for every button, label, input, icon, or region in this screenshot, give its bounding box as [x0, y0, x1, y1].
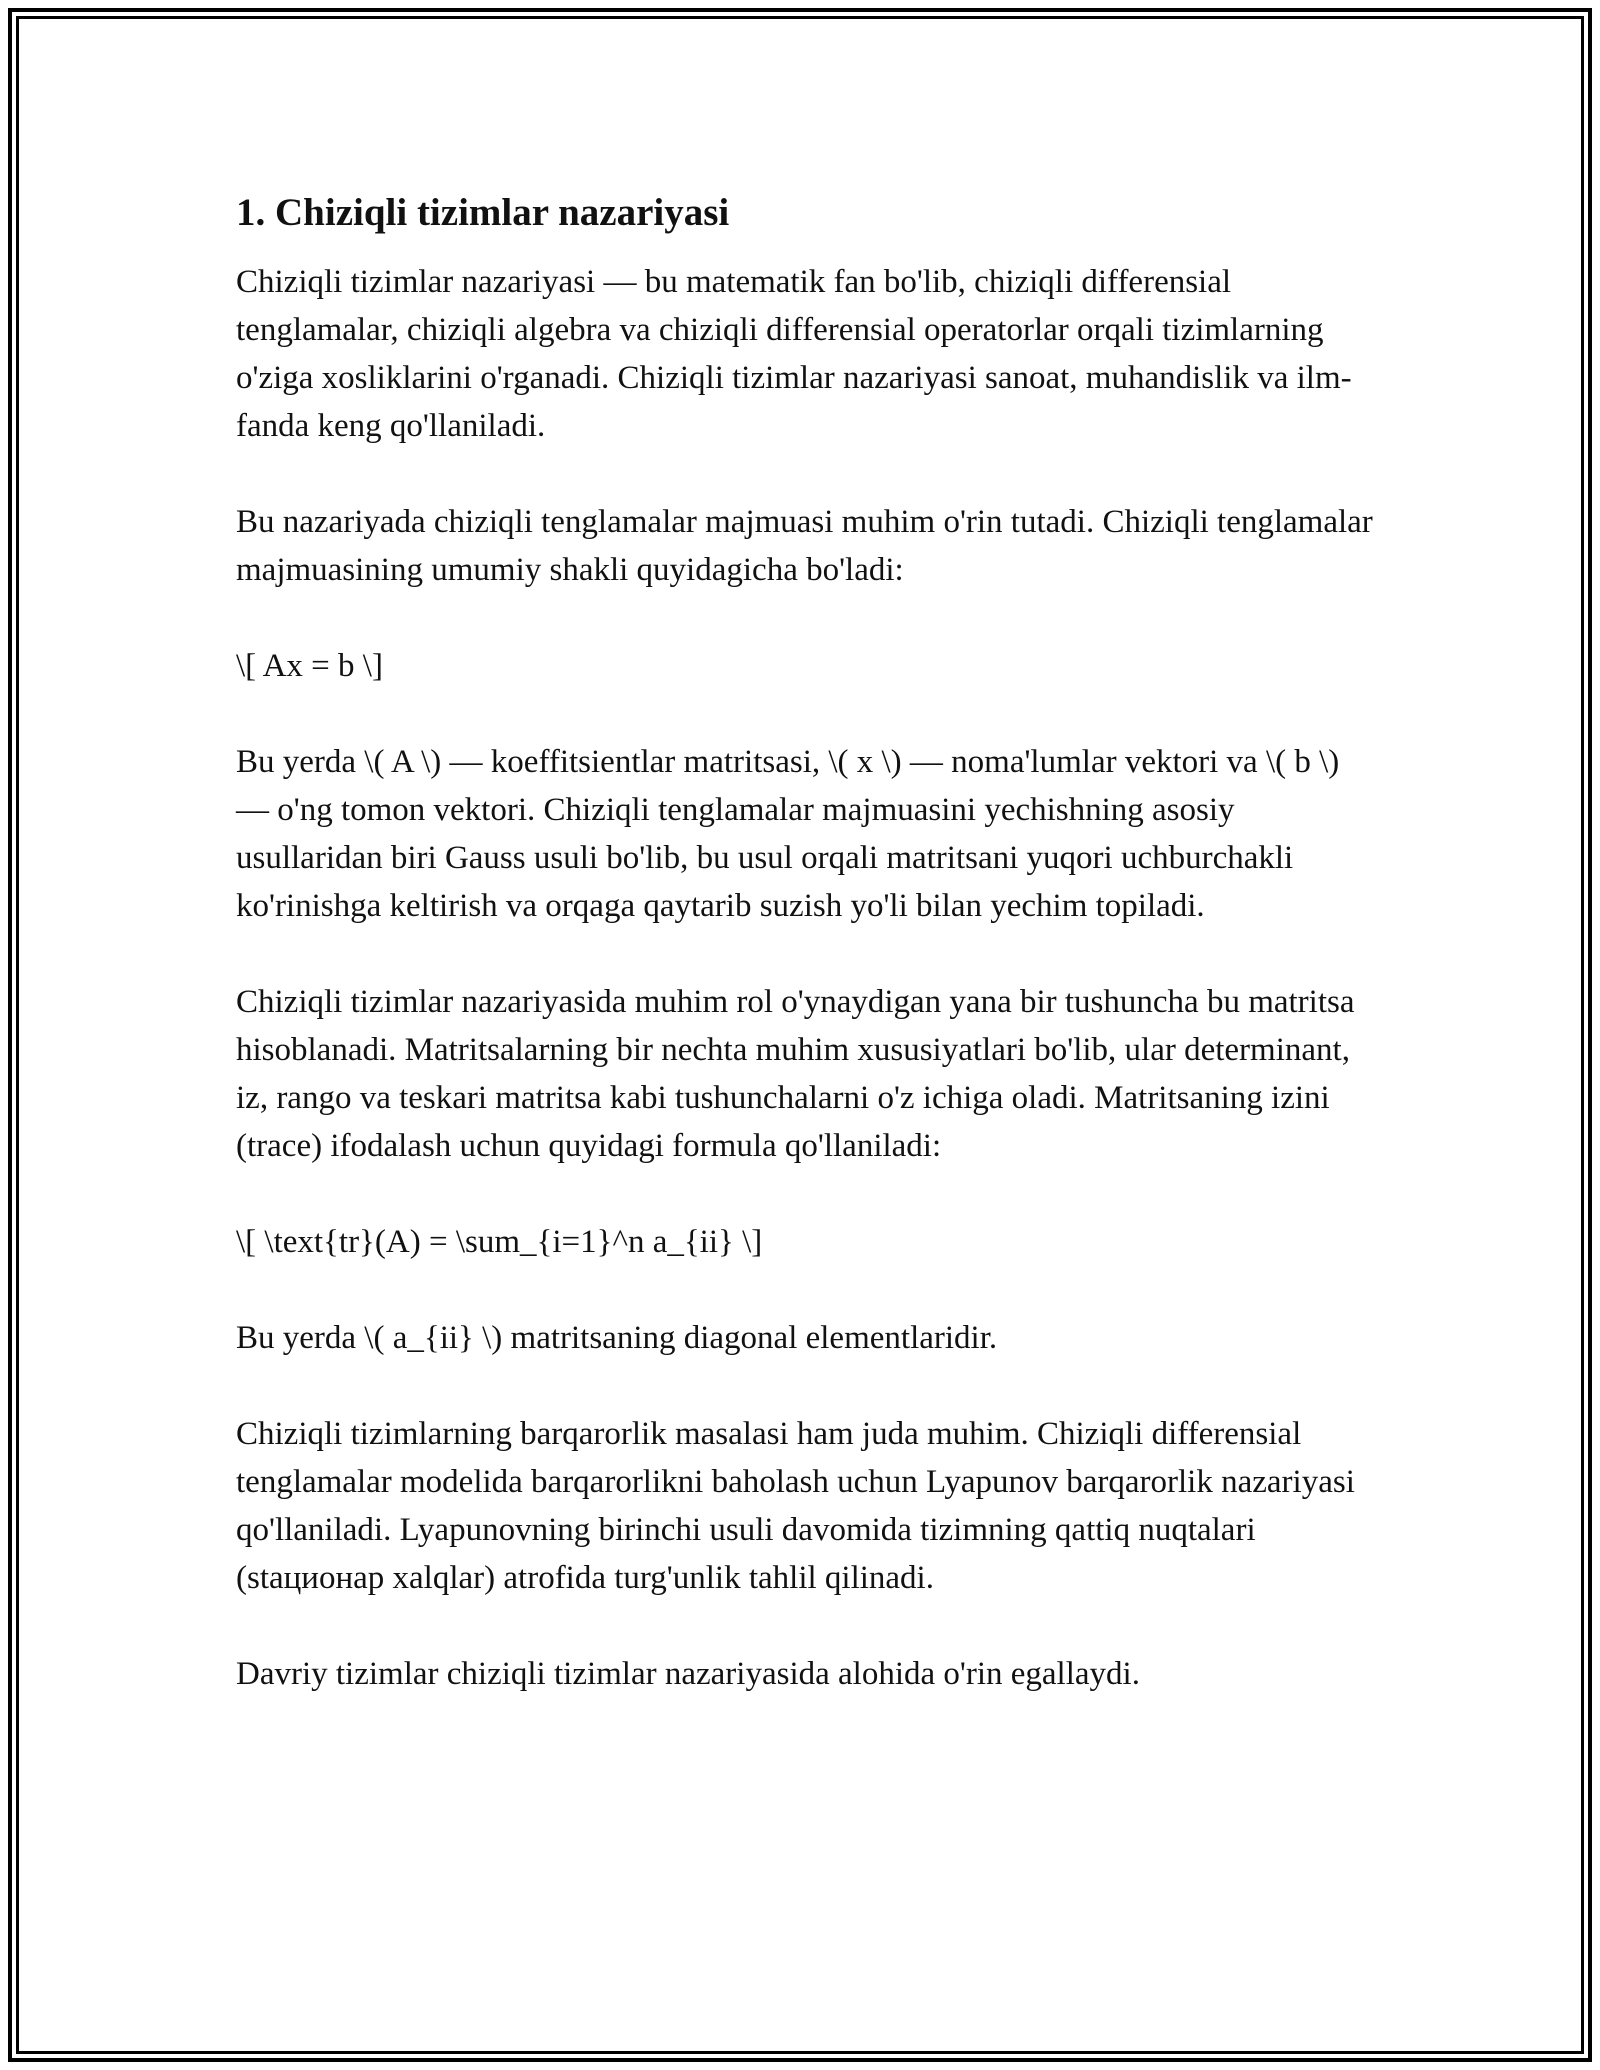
formula-trace: \[ \text{tr}(A) = \sum_{i=1}^n a_{ii} \]	[236, 1224, 763, 1260]
document-body	[236, 186, 1376, 1746]
diagonal-elements-paragraph: Bu yerda \( a_{ii} \) matritsaning diagonal elementlaridir.	[236, 1320, 998, 1356]
stability-paragraph: Chiziqli tizimlarning barqarorlik masalasi ham juda muhim. Chiziqli differensial tenglamalar modelida barqarorlikni baholash uchun Lyapunov barqarorlik nazariyasi qo'llaniladi. Lyapunovning birinchi usuli davomida tizimning qattiq nuqtalari (stационар xalqlar) atrofida turg'unlik tahlil qilinadi.	[236, 1416, 1355, 1596]
periodic-systems-paragraph: Davriy tizimlar chiziqli tizimlar nazariyasida alohida o'rin egallaydi.	[236, 1656, 1140, 1692]
section-heading: 1. Chiziqli tizimlar nazariyasi	[236, 191, 730, 234]
gauss-method-paragraph: Bu yerda \( A \) — koeffitsientlar matritsasi, \( x \) — noma'lumlar vektori va \( b \) — o'ng tomon vektori. Chiziqli tenglamalar majmuasini yechishning asosiy usullaridan biri Gauss usuli bo'lib, bu usul orqali matritsani yuqori uchburchakli ko'rinishga keltirish va orqaga qaytarib suzish yo'li bilan yechim topiladi.	[236, 744, 1340, 924]
matrix-properties-paragraph: Chiziqli tizimlar nazariyasida muhim rol o'ynaydigan yana bir tushuncha bu matritsa hisoblanadi. Matritsalarning bir nechta muhim xususiyatlari bo'lib, ular determinant, iz, rango va teskari matritsa kabi tushunchalarni o'z ichiga oladi. Matritsaning izini (trace) ifodalash uchun quyidagi formula qo'llaniladi:	[236, 984, 1355, 1164]
intro-paragraph: Chiziqli tizimlar nazariyasi — bu matematik fan bo'lib, chiziqli differensial tenglamalar, chiziqli algebra va chiziqli differensial operatorlar orqali tizimlarning o'ziga xosliklarini o'rganadi. Chiziqli tizimlar nazariyasi sanoat, muhandislik va ilm-fanda keng qo'llaniladi.	[236, 264, 1352, 444]
formula-linear-system: \[ Ax = b \]	[236, 648, 383, 684]
equations-system-paragraph: Bu nazariyada chiziqli tenglamalar majmuasi muhim o'rin tutadi. Chiziqli tenglamalar majmuasining umumiy shakli quyidagicha bo'ladi:	[236, 504, 1373, 588]
